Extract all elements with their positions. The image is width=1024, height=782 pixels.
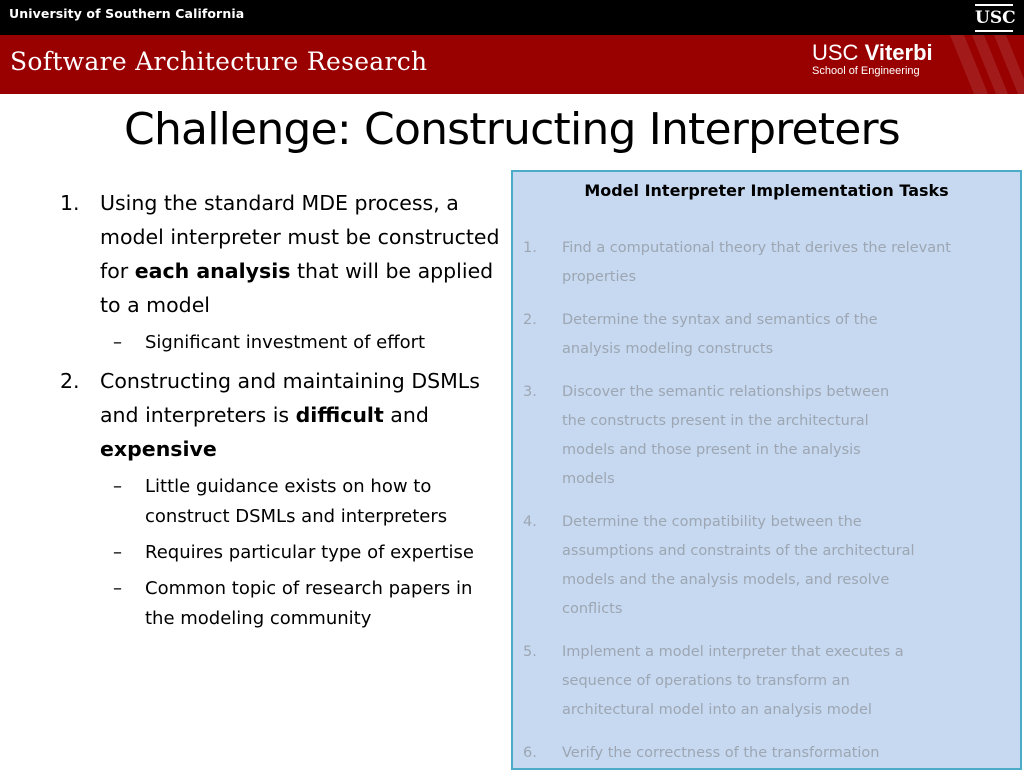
task-line: Determine the compatibility between the bbox=[562, 514, 862, 530]
banner-title: Software Architecture Research bbox=[10, 47, 428, 76]
task-line: Find a computational theory that derives the relevant bbox=[562, 240, 951, 256]
task-number: 6. bbox=[523, 745, 537, 761]
task-item bbox=[523, 378, 1013, 494]
task-item bbox=[523, 234, 1013, 292]
task-line: models bbox=[562, 471, 615, 487]
research-banner bbox=[0, 35, 1024, 94]
university-name: University of Southern California bbox=[9, 6, 245, 21]
emphasis-text: difficult bbox=[295, 403, 384, 427]
task-line: analysis modeling constructs bbox=[562, 341, 774, 357]
viterbi-name: Viterbi bbox=[864, 40, 933, 65]
dash-bullet: – bbox=[113, 476, 122, 497]
viterbi-usc: USC bbox=[812, 40, 859, 65]
sub-point-text: Requires particular type of expertise bbox=[145, 542, 474, 563]
task-line: sequence of operations to transform an bbox=[562, 673, 850, 689]
dash-bullet: – bbox=[113, 578, 122, 599]
banner-decoration bbox=[930, 35, 1024, 94]
task-line: conflicts bbox=[562, 601, 623, 617]
task-line: architectural model into an analysis model bbox=[562, 702, 872, 718]
emphasis-text: expensive bbox=[100, 437, 217, 461]
point-item bbox=[60, 364, 500, 466]
task-line: assumptions and constraints of the architectural bbox=[562, 543, 915, 559]
sub-point bbox=[60, 538, 500, 568]
panel-title: Model Interpreter Implementation Tasks bbox=[584, 181, 949, 200]
viterbi-school: School of Engineering bbox=[812, 65, 920, 77]
point-text: that will be applied to a model bbox=[100, 259, 494, 317]
point-item bbox=[60, 186, 500, 322]
top-bar bbox=[0, 0, 1024, 35]
task-line: Implement a model interpreter that executes a bbox=[562, 644, 904, 660]
point-text: and bbox=[383, 403, 429, 427]
sub-point-text: Little guidance exists on how to construct DSMLs and interpreters bbox=[145, 476, 448, 527]
tasks-list bbox=[523, 234, 1013, 782]
task-line: models and the analysis models, and resolve bbox=[562, 572, 890, 588]
sub-point bbox=[60, 574, 500, 634]
dash-bullet: – bbox=[113, 332, 122, 353]
challenge-points bbox=[60, 186, 500, 640]
sub-point-text: Significant investment of effort bbox=[145, 332, 426, 353]
viterbi-logo bbox=[812, 41, 933, 78]
task-item bbox=[523, 306, 1013, 364]
sub-point-text: Common topic of research papers in the modeling community bbox=[145, 578, 473, 629]
slide-title: Challenge: Constructing Interpreters bbox=[124, 104, 900, 155]
sub-point bbox=[60, 328, 500, 358]
usc-logo bbox=[962, 0, 1024, 35]
task-line: properties bbox=[562, 269, 636, 285]
usc-logo-text: USC bbox=[975, 4, 1013, 32]
point-number: 1. bbox=[60, 191, 80, 215]
task-line: the constructs present in the architectural bbox=[562, 413, 869, 429]
tasks-panel bbox=[511, 170, 1022, 770]
sub-point bbox=[60, 472, 500, 532]
task-item bbox=[523, 508, 1013, 624]
point-text: Constructing and maintaining DSMLs and interpreters is bbox=[100, 369, 480, 427]
point-text: Using the standard MDE process, a model interpreter must be constructed for bbox=[100, 191, 500, 283]
task-number: 1. bbox=[523, 240, 537, 256]
task-item bbox=[523, 739, 1013, 768]
task-line: models and those present in the analysis bbox=[562, 442, 861, 458]
task-line: Discover the semantic relationships between bbox=[562, 384, 890, 400]
task-number: 3. bbox=[523, 384, 537, 400]
task-item bbox=[523, 638, 1013, 725]
dash-bullet: – bbox=[113, 542, 122, 563]
task-number: 2. bbox=[523, 312, 537, 328]
task-number: 4. bbox=[523, 514, 537, 530]
task-line: Verify the correctness of the transformation bbox=[562, 745, 880, 761]
task-number: 5. bbox=[523, 644, 537, 660]
task-line: Determine the syntax and semantics of the bbox=[562, 312, 878, 328]
point-number: 2. bbox=[60, 369, 80, 393]
emphasis-text: each analysis bbox=[134, 259, 291, 283]
